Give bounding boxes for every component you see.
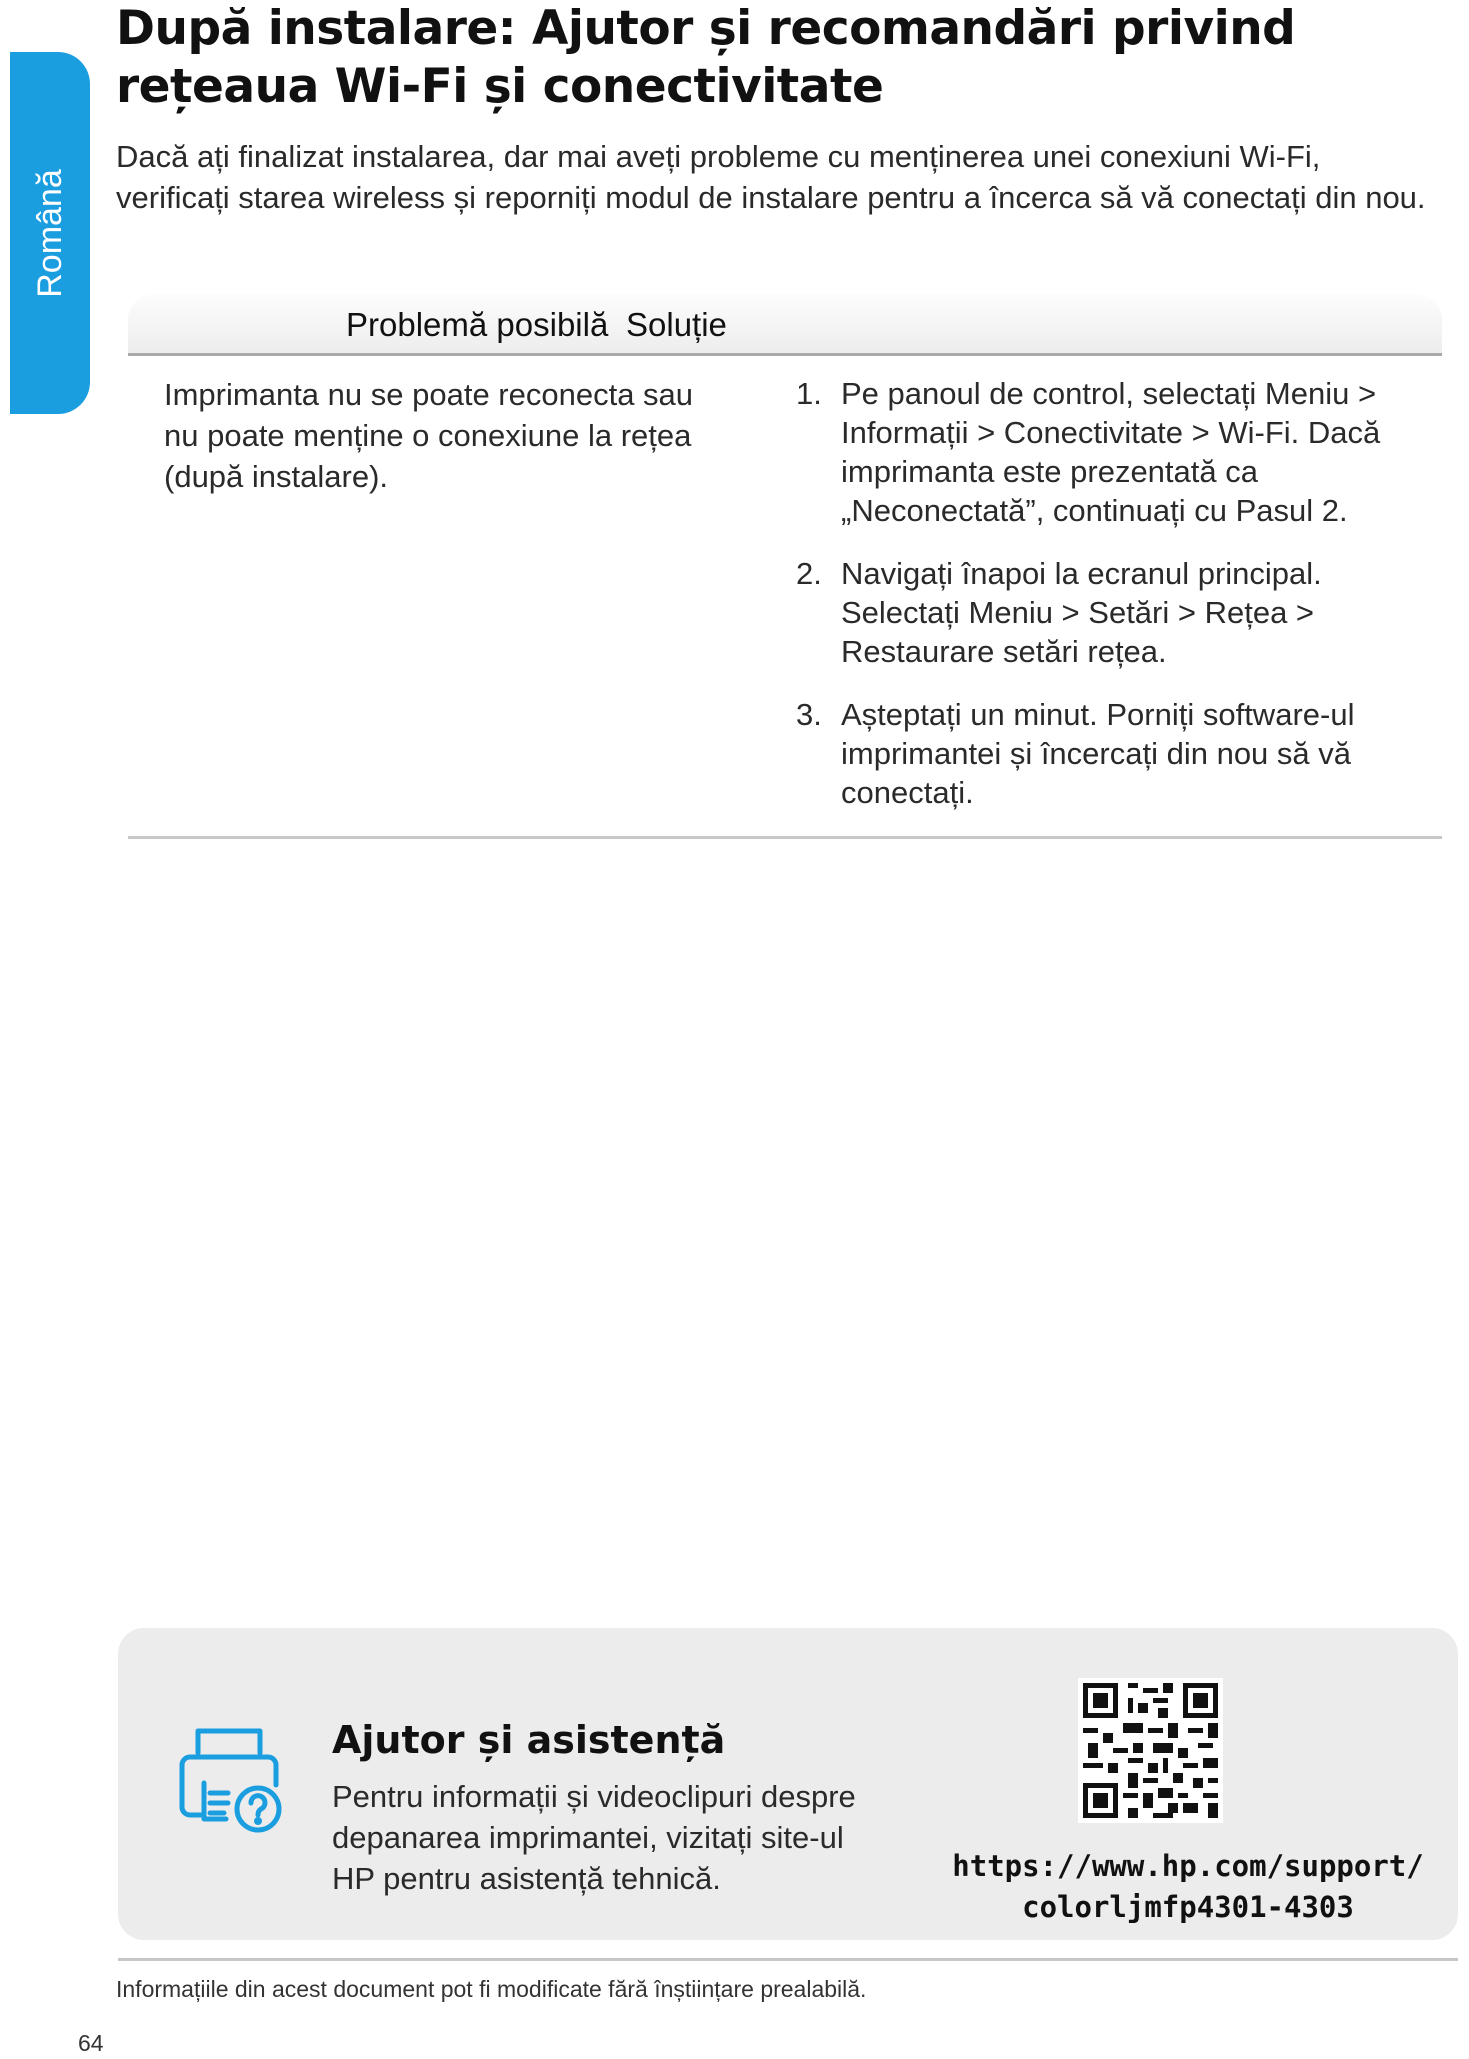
qr-code-icon — [1078, 1678, 1223, 1823]
solution-step — [796, 695, 1446, 812]
solution-step — [796, 374, 1446, 530]
intro-paragraph: Dacă ați finalizat instalarea, dar mai aveți probleme cu menținerea unei conexiuni Wi-Fi, verificați starea wireless și reporniți modul de instalare pentru a încerca să vă conectați din nou. — [116, 139, 1426, 215]
step-text: Navigați înapoi la ecranul principal. Selectați Meniu > Setări > Rețea > Restaurare setări rețea. — [841, 556, 1322, 669]
step-text: Pe panoul de control, selectați Meniu > Informații > Conectivitate > Wi-Fi. Dacă imprimanta este prezentată ca „Neconectată”, continuați cu Pasul 2. — [841, 376, 1381, 528]
step-text: Așteptați un minut. Porniți software-ul imprimantei și încercați din nou să vă conectați. — [841, 697, 1355, 810]
solution-steps — [796, 374, 1446, 812]
solution-step — [796, 554, 1446, 671]
page-title: După instalare: Ajutor și recomandări privind rețeaua Wi-Fi și conectivitate — [116, 1, 1296, 114]
column-header-problem: Problemă posibilă — [346, 306, 609, 343]
column-header-solution: Soluție — [626, 306, 727, 343]
page-number: 64 — [78, 2030, 104, 2056]
step-number: 1. — [796, 376, 822, 411]
support-url-line-2[interactable]: colorljmfp4301-4303 — [1022, 1890, 1354, 1924]
support-description: Pentru informații și videoclipuri despre depanarea imprimantei, vizitați site-ul HP pentru asistență tehnică. — [332, 1779, 856, 1896]
footer-rule — [118, 1958, 1458, 1961]
language-tab — [10, 52, 90, 414]
disclaimer: Informațiile din acest document pot fi modificate fără înștiințare prealabilă. — [116, 1976, 867, 2002]
language-tab-label: Română — [30, 168, 69, 298]
problem-description: Imprimanta nu se poate reconecta sau nu poate menține o conexiune la rețea (după instalare). — [164, 377, 694, 494]
table-bottom-rule — [128, 836, 1442, 839]
table-header — [128, 294, 1442, 356]
support-url-line-1[interactable]: https://www.hp.com/support/ — [952, 1849, 1424, 1883]
support-url[interactable] — [888, 1846, 1469, 1928]
support-title: Ajutor și asistență — [332, 1718, 726, 1762]
support-panel — [118, 1628, 1458, 1940]
printer-help-icon — [176, 1723, 296, 1838]
step-number: 3. — [796, 697, 822, 732]
step-number: 2. — [796, 556, 822, 591]
